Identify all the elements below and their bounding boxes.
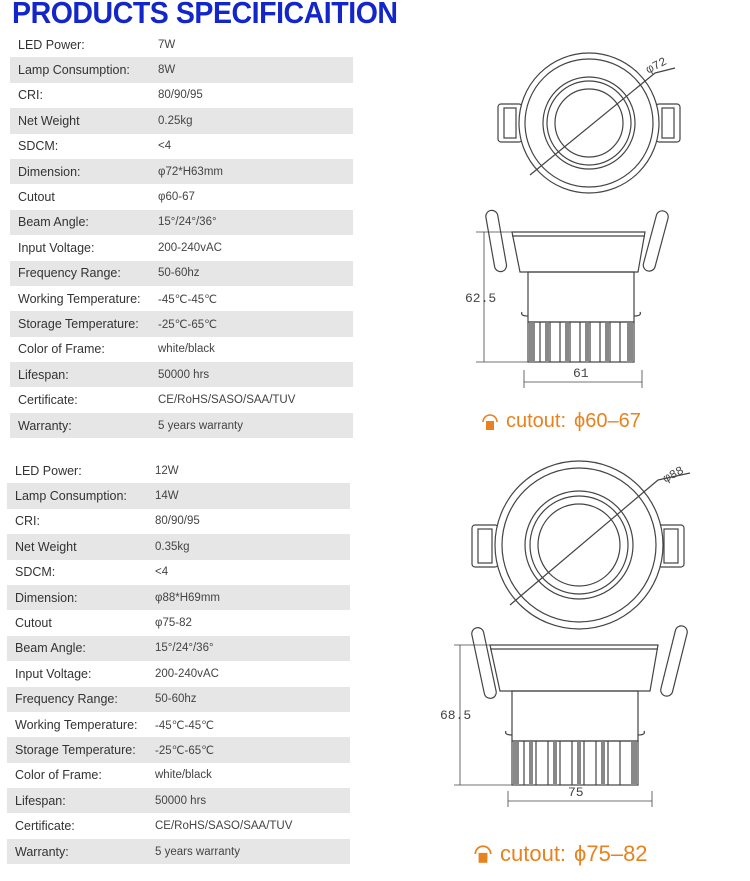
spec-label: Working Temperature: (18, 291, 141, 306)
spec-value: φ75-82 (155, 617, 192, 630)
page-title: PRODUCTS SPECIFICAITION (12, 0, 398, 30)
spec-label: Cutout (15, 616, 52, 631)
spec-row (10, 337, 353, 362)
cutout-label: cutout: (500, 841, 567, 866)
spec-row (7, 737, 350, 762)
height-label: 68.5 (440, 708, 472, 723)
product-drawing-12w (440, 455, 710, 825)
product-drawing-7w (465, 40, 710, 400)
spec-row (10, 235, 353, 260)
spec-label: Lifespan: (18, 367, 69, 382)
spec-row (10, 210, 353, 235)
spec-value: 50000 hrs (158, 368, 210, 381)
spec-value: white/black (155, 769, 212, 782)
spec-value: φ88*H69mm (155, 591, 220, 604)
spec-value: φ60-67 (158, 191, 195, 204)
diameter-label: φ72 (643, 54, 670, 78)
spec-value: 14W (155, 490, 179, 503)
spec-row (10, 184, 353, 209)
spec-label: Lifespan: (15, 793, 66, 808)
cutout-value: ϕ60–67 (574, 410, 641, 432)
spec-label: Frequency Range: (18, 266, 121, 281)
spec-row (10, 261, 353, 286)
spec-value: CE/RoHS/SASO/SAA/TUV (155, 820, 293, 833)
spec-label: Lamp Consumption: (18, 63, 130, 78)
spec-label: Net Weight (15, 539, 77, 554)
height-label: 62.5 (465, 291, 497, 306)
spec-label: Working Temperature: (15, 717, 138, 732)
spec-row (10, 83, 353, 108)
width-label: 61 (573, 366, 589, 381)
diameter-label: φ88 (660, 463, 687, 487)
spec-label: Storage Temperature: (18, 316, 139, 331)
cutout-label: cutout: (506, 410, 567, 432)
spec-row (7, 560, 350, 585)
spec-value: -25℃-65℃ (155, 744, 215, 757)
spec-label: Certificate: (15, 819, 75, 834)
spec-label: CRI: (18, 88, 43, 103)
spec-table-12w (7, 458, 350, 864)
spec-row (7, 458, 350, 483)
spec-label: LED Power: (18, 37, 85, 52)
spec-value: <4 (155, 566, 169, 579)
spec-label: CRI: (15, 514, 40, 529)
spec-label: SDCM: (18, 139, 59, 154)
spec-label: Beam Angle: (18, 215, 89, 230)
spec-row (7, 661, 350, 686)
cutout-icon (480, 412, 500, 432)
cutout-value: ϕ75–82 (574, 841, 648, 866)
spec-value: -25℃-65℃ (158, 318, 218, 331)
spec-row (10, 134, 353, 159)
spec-value: 15°/24°/36° (158, 216, 217, 229)
spec-label: Color of Frame: (15, 768, 102, 783)
spec-value: 200-240vAC (158, 241, 222, 254)
spec-value: white/black (158, 343, 215, 356)
spec-row (7, 788, 350, 813)
spec-row (10, 108, 353, 133)
spec-label: SDCM: (15, 565, 56, 580)
spec-label: LED Power: (15, 463, 82, 478)
spec-value: 12W (155, 464, 179, 477)
spec-row (7, 585, 350, 610)
spec-row (10, 32, 353, 57)
spec-label: Lamp Consumption: (15, 489, 127, 504)
spec-label: Beam Angle: (15, 641, 86, 656)
spec-value: 15°/24°/36° (155, 642, 214, 655)
spec-label: Storage Temperature: (15, 742, 136, 757)
spec-label: Cutout (18, 190, 55, 205)
spec-row (7, 509, 350, 534)
spec-value: 80/90/95 (155, 515, 200, 528)
spec-value: -45℃-45℃ (155, 719, 215, 732)
spec-row (10, 159, 353, 184)
spec-label: Certificate: (18, 393, 78, 408)
spec-value: 5 years warranty (158, 419, 244, 432)
width-label: 75 (568, 785, 584, 800)
spec-value: 200-240vAC (155, 667, 219, 680)
spec-label: Net Weight (18, 113, 80, 128)
spec-value: 0.25kg (158, 114, 193, 127)
spec-row (10, 362, 353, 387)
spec-label: Dimension: (15, 590, 78, 605)
cutout-info-7w (480, 410, 641, 433)
spec-value: 80/90/95 (158, 89, 203, 102)
spec-value: 0.35kg (155, 540, 190, 553)
spec-value: 50-60hz (158, 267, 200, 280)
spec-table-7w (10, 32, 353, 438)
spec-label: Warranty: (15, 844, 69, 859)
cutout-icon (472, 843, 494, 865)
spec-row (10, 311, 353, 336)
spec-row (7, 610, 350, 635)
spec-label: Input Voltage: (15, 666, 92, 681)
spec-label: Dimension: (18, 164, 81, 179)
spec-row (10, 57, 353, 82)
spec-row (7, 813, 350, 838)
spec-row (10, 286, 353, 311)
spec-row (7, 636, 350, 661)
spec-row (7, 687, 350, 712)
spec-row (7, 763, 350, 788)
spec-value: <4 (158, 140, 172, 153)
spec-label: Color of Frame: (18, 342, 105, 357)
spec-value: 50-60hz (155, 693, 197, 706)
spec-value: 8W (158, 64, 176, 77)
spec-label: Frequency Range: (15, 692, 118, 707)
spec-row (7, 712, 350, 737)
spec-row (7, 483, 350, 508)
cutout-info-12w (472, 841, 648, 867)
spec-value: 5 years warranty (155, 845, 241, 858)
spec-row (10, 413, 353, 438)
spec-row (10, 387, 353, 412)
spec-label: Input Voltage: (18, 240, 95, 255)
spec-value: 50000 hrs (155, 794, 207, 807)
spec-label: Warranty: (18, 418, 72, 433)
spec-row (7, 839, 350, 864)
spec-row (7, 534, 350, 559)
spec-value: φ72*H63mm (158, 165, 223, 178)
spec-value: 7W (158, 38, 176, 51)
spec-value: CE/RoHS/SASO/SAA/TUV (158, 394, 296, 407)
spec-value: -45℃-45℃ (158, 293, 218, 306)
